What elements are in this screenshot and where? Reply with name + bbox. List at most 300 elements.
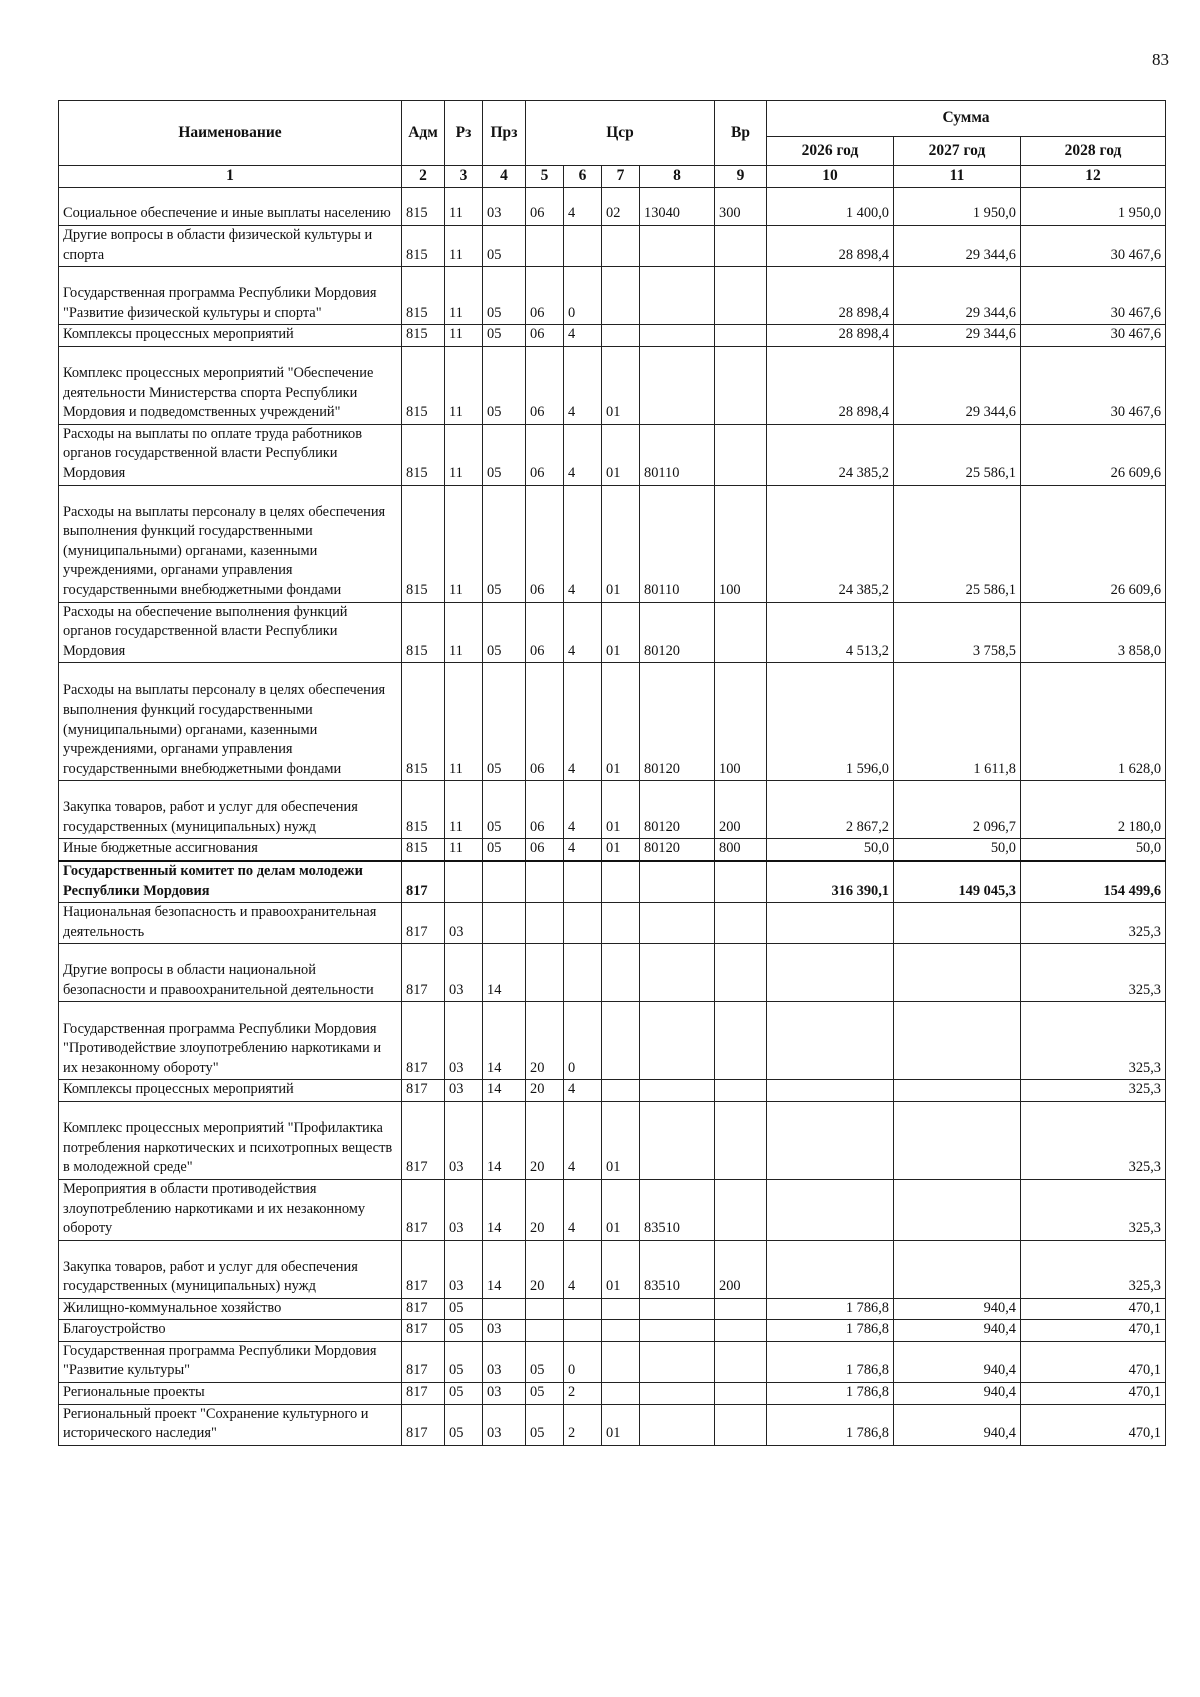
row-rz: 11 (445, 485, 483, 602)
row-vr: 200 (715, 781, 767, 839)
row-sum-2028: 30 467,6 (1021, 267, 1166, 325)
row-csr-6: 4 (564, 781, 602, 839)
row-adm: 815 (402, 325, 445, 347)
row-csr-5: 06 (526, 188, 564, 226)
row-sum-2027: 50,0 (894, 839, 1021, 861)
row-rz: 05 (445, 1320, 483, 1342)
row-csr-8 (640, 1101, 715, 1179)
row-csr-5: 05 (526, 1341, 564, 1382)
table-row (59, 188, 1166, 226)
row-rz: 05 (445, 1341, 483, 1382)
row-sum-2027: 2 096,7 (894, 781, 1021, 839)
row-prz: 05 (483, 663, 526, 781)
row-csr-6: 4 (564, 485, 602, 602)
row-sum-2026: 1 400,0 (767, 188, 894, 226)
row-sum-2026: 1 786,8 (767, 1298, 894, 1320)
row-prz: 05 (483, 839, 526, 861)
row-name: Государственная программа Республики Мордовия "Противодействие злоупотреблению наркотиками и их незаконному обороту" (59, 1002, 402, 1080)
row-name: Мероприятия в области противодействия злоупотреблению наркотиками и их незаконному обороту (59, 1179, 402, 1240)
row-csr-5 (526, 1298, 564, 1320)
row-csr-6 (564, 1320, 602, 1342)
row-sum-2027: 940,4 (894, 1298, 1021, 1320)
row-sum-2028: 1 950,0 (1021, 188, 1166, 226)
row-csr-6: 4 (564, 346, 602, 424)
row-adm: 817 (402, 861, 445, 903)
row-csr-6: 4 (564, 424, 602, 485)
row-rz: 03 (445, 903, 483, 944)
table-row (59, 602, 1166, 663)
row-csr-5: 20 (526, 1002, 564, 1080)
row-csr-7 (602, 903, 640, 944)
row-sum-2026 (767, 1002, 894, 1080)
row-csr-7 (602, 325, 640, 347)
row-rz (445, 861, 483, 903)
row-csr-6: 0 (564, 1002, 602, 1080)
row-prz: 05 (483, 602, 526, 663)
table-row (59, 839, 1166, 861)
row-name: Комплекс процессных мероприятий "Профилактика потребления наркотических и психотропных веществ в молодежной среде" (59, 1101, 402, 1179)
row-adm: 815 (402, 424, 445, 485)
row-csr-8: 80120 (640, 839, 715, 861)
table-row (59, 1404, 1166, 1445)
row-csr-5: 20 (526, 1080, 564, 1102)
row-sum-2028: 470,1 (1021, 1404, 1166, 1445)
row-prz: 05 (483, 226, 526, 267)
row-csr-5 (526, 226, 564, 267)
table-row (59, 903, 1166, 944)
row-rz: 05 (445, 1383, 483, 1405)
row-csr-5 (526, 1320, 564, 1342)
header-year-2027: 2027 год (894, 137, 1021, 166)
row-prz: 14 (483, 944, 526, 1002)
row-csr-5: 05 (526, 1404, 564, 1445)
row-csr-8 (640, 226, 715, 267)
row-sum-2026: 316 390,1 (767, 861, 894, 903)
row-csr-8 (640, 1320, 715, 1342)
row-adm: 815 (402, 346, 445, 424)
row-csr-5: 06 (526, 267, 564, 325)
row-csr-5: 06 (526, 781, 564, 839)
table-row (59, 1383, 1166, 1405)
row-csr-7 (602, 1320, 640, 1342)
row-csr-8: 13040 (640, 188, 715, 226)
row-csr-8 (640, 346, 715, 424)
row-csr-6: 2 (564, 1404, 602, 1445)
row-name: Жилищно-коммунальное хозяйство (59, 1298, 402, 1320)
table-row (59, 663, 1166, 781)
row-csr-7 (602, 267, 640, 325)
row-prz: 14 (483, 1240, 526, 1298)
row-csr-5: 06 (526, 346, 564, 424)
row-prz: 03 (483, 1320, 526, 1342)
column-number: 12 (1021, 166, 1166, 188)
column-number: 9 (715, 166, 767, 188)
header-year-2026: 2026 год (767, 137, 894, 166)
row-name: Расходы на выплаты по оплате труда работников органов государственной власти Республики Мордовия (59, 424, 402, 485)
row-csr-6 (564, 226, 602, 267)
column-number: 5 (526, 166, 564, 188)
row-csr-5: 06 (526, 325, 564, 347)
row-vr (715, 325, 767, 347)
row-csr-8 (640, 1341, 715, 1382)
row-vr (715, 424, 767, 485)
row-csr-8: 80120 (640, 602, 715, 663)
row-sum-2028: 30 467,6 (1021, 325, 1166, 347)
row-sum-2026 (767, 1240, 894, 1298)
row-sum-2028: 325,3 (1021, 1240, 1166, 1298)
row-name: Комплекс процессных мероприятий "Обеспечение деятельности Министерства спорта Республики Мордовия и подведомственных учреждений" (59, 346, 402, 424)
row-prz (483, 1298, 526, 1320)
row-name: Государственный комитет по делам молодежи Республики Мордовия (59, 861, 402, 903)
row-adm: 817 (402, 1404, 445, 1445)
column-number: 1 (59, 166, 402, 188)
row-sum-2028: 26 609,6 (1021, 485, 1166, 602)
row-csr-8 (640, 903, 715, 944)
column-number: 2 (402, 166, 445, 188)
row-csr-5: 06 (526, 424, 564, 485)
row-sum-2027: 940,4 (894, 1404, 1021, 1445)
row-adm: 817 (402, 1240, 445, 1298)
row-sum-2028: 1 628,0 (1021, 663, 1166, 781)
row-adm: 817 (402, 1298, 445, 1320)
row-sum-2027: 29 344,6 (894, 267, 1021, 325)
row-prz: 05 (483, 781, 526, 839)
row-adm: 815 (402, 839, 445, 861)
row-csr-7 (602, 1298, 640, 1320)
table-row (59, 781, 1166, 839)
row-csr-6 (564, 944, 602, 1002)
row-rz: 05 (445, 1298, 483, 1320)
row-adm: 815 (402, 781, 445, 839)
row-sum-2027: 940,4 (894, 1341, 1021, 1382)
row-sum-2026: 24 385,2 (767, 485, 894, 602)
row-adm: 817 (402, 1179, 445, 1240)
table-row (59, 861, 1166, 903)
table-row (59, 267, 1166, 325)
row-vr (715, 861, 767, 903)
row-csr-8: 80120 (640, 663, 715, 781)
row-name: Государственная программа Республики Мордовия "Развитие культуры" (59, 1341, 402, 1382)
row-csr-8 (640, 267, 715, 325)
table-row (59, 346, 1166, 424)
row-csr-7 (602, 1383, 640, 1405)
table-row (59, 1320, 1166, 1342)
row-rz: 11 (445, 602, 483, 663)
row-rz: 11 (445, 663, 483, 781)
row-csr-7: 01 (602, 663, 640, 781)
row-sum-2026 (767, 1179, 894, 1240)
row-sum-2026: 2 867,2 (767, 781, 894, 839)
row-rz: 11 (445, 226, 483, 267)
table-row (59, 1080, 1166, 1102)
row-sum-2026: 1 786,8 (767, 1320, 894, 1342)
row-sum-2026 (767, 1080, 894, 1102)
row-sum-2026: 1 596,0 (767, 663, 894, 781)
row-sum-2026: 28 898,4 (767, 325, 894, 347)
row-sum-2027: 29 344,6 (894, 325, 1021, 347)
row-csr-7 (602, 1341, 640, 1382)
row-csr-6: 4 (564, 188, 602, 226)
row-name: Государственная программа Республики Мордовия "Развитие физической культуры и спорта" (59, 267, 402, 325)
page-number: 83 (1152, 50, 1169, 69)
row-csr-7: 01 (602, 602, 640, 663)
row-vr: 300 (715, 188, 767, 226)
row-sum-2027: 940,4 (894, 1383, 1021, 1405)
row-prz: 14 (483, 1002, 526, 1080)
row-csr-6: 4 (564, 1080, 602, 1102)
row-prz: 14 (483, 1101, 526, 1179)
row-sum-2027: 149 045,3 (894, 861, 1021, 903)
header-name: Наименование (59, 101, 402, 166)
row-sum-2028: 30 467,6 (1021, 346, 1166, 424)
row-csr-5: 06 (526, 839, 564, 861)
row-adm: 815 (402, 267, 445, 325)
row-csr-7: 01 (602, 346, 640, 424)
row-prz: 03 (483, 1341, 526, 1382)
row-adm: 817 (402, 1383, 445, 1405)
row-prz: 14 (483, 1179, 526, 1240)
row-csr-8: 80110 (640, 485, 715, 602)
row-prz: 05 (483, 424, 526, 485)
column-number: 8 (640, 166, 715, 188)
row-sum-2026: 50,0 (767, 839, 894, 861)
row-name: Национальная безопасность и правоохранительная деятельность (59, 903, 402, 944)
row-csr-8: 83510 (640, 1240, 715, 1298)
row-csr-7: 02 (602, 188, 640, 226)
table-row (59, 944, 1166, 1002)
row-name: Социальное обеспечение и иные выплаты населению (59, 188, 402, 226)
table-row (59, 1341, 1166, 1382)
header-sum: Сумма (767, 101, 1166, 137)
table-row (59, 1179, 1166, 1240)
row-prz (483, 903, 526, 944)
row-sum-2027 (894, 1080, 1021, 1102)
row-vr (715, 267, 767, 325)
row-prz: 05 (483, 325, 526, 347)
row-csr-7: 01 (602, 1240, 640, 1298)
row-sum-2028: 470,1 (1021, 1320, 1166, 1342)
row-rz: 11 (445, 346, 483, 424)
row-csr-7 (602, 861, 640, 903)
row-name: Региональный проект "Сохранение культурного и исторического наследия" (59, 1404, 402, 1445)
row-name: Иные бюджетные ассигнования (59, 839, 402, 861)
row-csr-8 (640, 325, 715, 347)
row-sum-2027: 1 611,8 (894, 663, 1021, 781)
row-rz: 03 (445, 944, 483, 1002)
table-row (59, 424, 1166, 485)
row-sum-2027 (894, 903, 1021, 944)
row-prz: 03 (483, 188, 526, 226)
row-sum-2028: 470,1 (1021, 1341, 1166, 1382)
row-sum-2026: 24 385,2 (767, 424, 894, 485)
row-sum-2027: 25 586,1 (894, 485, 1021, 602)
row-sum-2026: 1 786,8 (767, 1383, 894, 1405)
row-rz: 11 (445, 839, 483, 861)
row-csr-6: 4 (564, 1101, 602, 1179)
row-csr-7: 01 (602, 1404, 640, 1445)
row-adm: 817 (402, 1080, 445, 1102)
row-csr-6 (564, 861, 602, 903)
row-csr-5: 06 (526, 602, 564, 663)
row-sum-2028: 50,0 (1021, 839, 1166, 861)
row-csr-8 (640, 861, 715, 903)
row-vr (715, 1341, 767, 1382)
row-prz: 05 (483, 346, 526, 424)
row-csr-8: 83510 (640, 1179, 715, 1240)
header-adm: Адм (402, 101, 445, 166)
row-csr-7 (602, 944, 640, 1002)
row-csr-8 (640, 1383, 715, 1405)
row-vr (715, 1101, 767, 1179)
row-vr: 200 (715, 1240, 767, 1298)
row-sum-2027: 29 344,6 (894, 346, 1021, 424)
row-prz: 05 (483, 267, 526, 325)
row-sum-2028: 26 609,6 (1021, 424, 1166, 485)
column-number: 4 (483, 166, 526, 188)
row-adm: 817 (402, 1320, 445, 1342)
row-csr-6 (564, 903, 602, 944)
row-sum-2028: 325,3 (1021, 1179, 1166, 1240)
row-csr-6: 4 (564, 839, 602, 861)
row-sum-2027 (894, 944, 1021, 1002)
row-sum-2027 (894, 1101, 1021, 1179)
row-rz: 11 (445, 424, 483, 485)
row-csr-7: 01 (602, 781, 640, 839)
table-row (59, 485, 1166, 602)
budget-table (58, 100, 1166, 1446)
row-vr (715, 1298, 767, 1320)
row-rz: 11 (445, 781, 483, 839)
row-rz: 03 (445, 1080, 483, 1102)
row-csr-5 (526, 861, 564, 903)
header-year-2028: 2028 год (1021, 137, 1166, 166)
header-csr: Цср (526, 101, 715, 166)
row-prz (483, 861, 526, 903)
row-sum-2026 (767, 903, 894, 944)
row-csr-6: 0 (564, 1341, 602, 1382)
row-csr-7 (602, 1080, 640, 1102)
table-row (59, 1298, 1166, 1320)
row-sum-2028: 325,3 (1021, 1002, 1166, 1080)
table-row (59, 1101, 1166, 1179)
row-sum-2027: 25 586,1 (894, 424, 1021, 485)
row-name: Другие вопросы в области физической культуры и спорта (59, 226, 402, 267)
row-csr-7: 01 (602, 424, 640, 485)
row-prz: 14 (483, 1080, 526, 1102)
row-adm: 817 (402, 1002, 445, 1080)
row-csr-6: 2 (564, 1383, 602, 1405)
row-sum-2026: 28 898,4 (767, 267, 894, 325)
row-csr-7: 01 (602, 485, 640, 602)
row-name: Другие вопросы в области национальной безопасности и правоохранительной деятельности (59, 944, 402, 1002)
row-sum-2026 (767, 1101, 894, 1179)
row-csr-8 (640, 1404, 715, 1445)
row-prz: 05 (483, 485, 526, 602)
row-name: Комплексы процессных мероприятий (59, 1080, 402, 1102)
row-sum-2028: 2 180,0 (1021, 781, 1166, 839)
row-vr: 100 (715, 663, 767, 781)
row-csr-8 (640, 1002, 715, 1080)
row-sum-2028: 3 858,0 (1021, 602, 1166, 663)
row-vr (715, 903, 767, 944)
row-sum-2026 (767, 944, 894, 1002)
header-rz: Рз (445, 101, 483, 166)
row-csr-5: 05 (526, 1383, 564, 1405)
column-number: 6 (564, 166, 602, 188)
row-vr (715, 1383, 767, 1405)
row-rz: 03 (445, 1179, 483, 1240)
row-csr-5: 20 (526, 1101, 564, 1179)
row-sum-2028: 325,3 (1021, 1080, 1166, 1102)
row-csr-6: 4 (564, 602, 602, 663)
row-vr: 100 (715, 485, 767, 602)
row-csr-7: 01 (602, 1101, 640, 1179)
row-sum-2028: 470,1 (1021, 1298, 1166, 1320)
table-row (59, 325, 1166, 347)
column-number: 11 (894, 166, 1021, 188)
row-sum-2028: 325,3 (1021, 944, 1166, 1002)
row-rz: 03 (445, 1240, 483, 1298)
header-prz: Прз (483, 101, 526, 166)
row-csr-8: 80120 (640, 781, 715, 839)
row-sum-2027: 1 950,0 (894, 188, 1021, 226)
table-row (59, 1002, 1166, 1080)
row-adm: 815 (402, 485, 445, 602)
row-csr-5: 06 (526, 663, 564, 781)
row-csr-7: 01 (602, 839, 640, 861)
row-sum-2027 (894, 1240, 1021, 1298)
row-vr (715, 226, 767, 267)
row-sum-2026: 28 898,4 (767, 226, 894, 267)
row-sum-2026: 4 513,2 (767, 602, 894, 663)
row-name: Расходы на выплаты персоналу в целях обеспечения выполнения функций государственными (муниципальными) органами, казенными учреждениями, органами управления государственными внебюджетными фондами (59, 485, 402, 602)
row-prz: 03 (483, 1404, 526, 1445)
row-csr-6: 4 (564, 1240, 602, 1298)
table-row (59, 1240, 1166, 1298)
row-csr-7: 01 (602, 1179, 640, 1240)
row-name: Закупка товаров, работ и услуг для обеспечения государственных (муниципальных) нужд (59, 781, 402, 839)
row-csr-5: 20 (526, 1179, 564, 1240)
row-name: Закупка товаров, работ и услуг для обеспечения государственных (муниципальных) нужд (59, 1240, 402, 1298)
row-csr-8 (640, 1080, 715, 1102)
row-vr: 800 (715, 839, 767, 861)
row-sum-2026: 1 786,8 (767, 1341, 894, 1382)
row-vr (715, 1002, 767, 1080)
row-sum-2027: 940,4 (894, 1320, 1021, 1342)
row-sum-2028: 470,1 (1021, 1383, 1166, 1405)
row-sum-2027: 29 344,6 (894, 226, 1021, 267)
row-csr-7 (602, 226, 640, 267)
row-csr-8 (640, 1298, 715, 1320)
row-csr-5 (526, 903, 564, 944)
row-name: Расходы на обеспечение выполнения функций органов государственной власти Республики Мордовия (59, 602, 402, 663)
row-sum-2027: 3 758,5 (894, 602, 1021, 663)
column-numbers-row (59, 166, 1166, 188)
row-sum-2028: 154 499,6 (1021, 861, 1166, 903)
row-sum-2026: 1 786,8 (767, 1404, 894, 1445)
row-name: Благоустройство (59, 1320, 402, 1342)
row-csr-6: 4 (564, 1179, 602, 1240)
column-number: 3 (445, 166, 483, 188)
row-vr (715, 944, 767, 1002)
row-rz: 05 (445, 1404, 483, 1445)
row-adm: 815 (402, 188, 445, 226)
header-vr: Вр (715, 101, 767, 166)
row-sum-2028: 30 467,6 (1021, 226, 1166, 267)
row-vr (715, 1320, 767, 1342)
row-sum-2028: 325,3 (1021, 903, 1166, 944)
row-csr-6: 4 (564, 663, 602, 781)
